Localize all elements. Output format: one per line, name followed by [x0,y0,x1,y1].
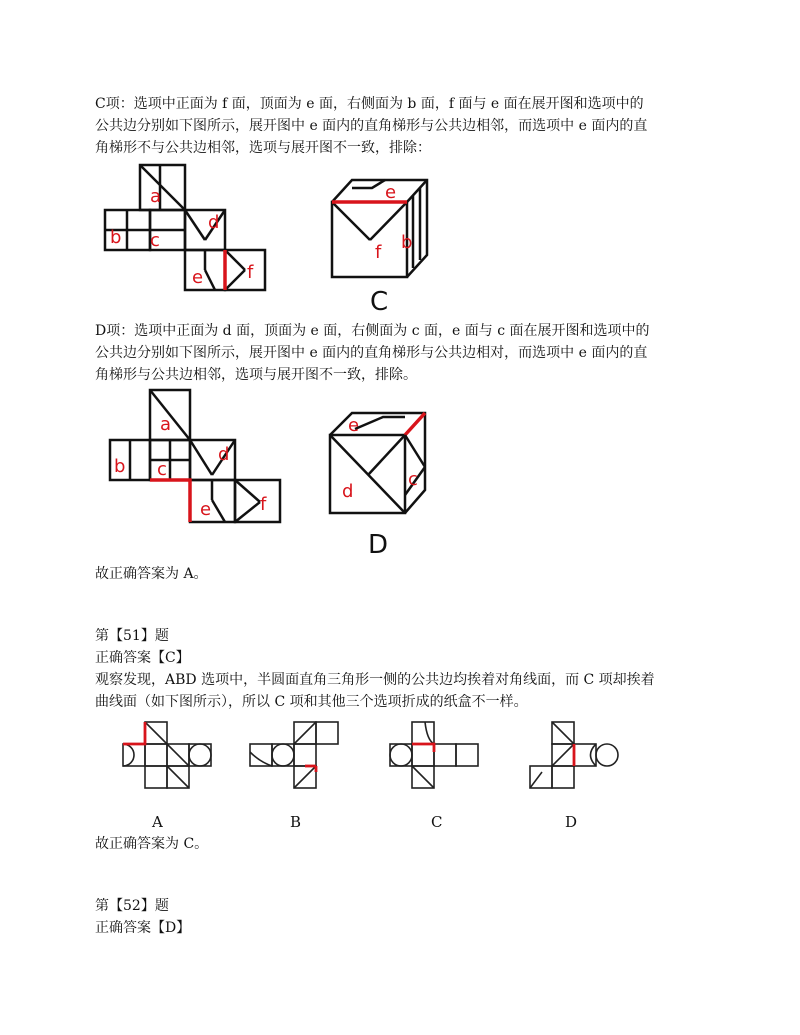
cube-label-c: c [408,469,418,490]
cube-net [110,390,280,522]
option-c-explanation [95,93,710,159]
text-line: 观察发现，ABD 选项中，半圆面直角三角形一侧的公共边均挨着对角线面，而 C 项却挨着 [95,672,655,688]
text-line: 角梯形与公共边相邻，选项与展开图不一致，排除。 [95,367,417,383]
net-label-b: b [110,227,122,248]
option-label-d: D [565,813,578,831]
net-label-d: d [208,212,220,233]
figure-q51-options [95,712,625,834]
correct-answer: 正确答案【C】 [95,650,190,666]
net-label-f: f [260,494,267,515]
question-52 [95,895,710,939]
net-option-c [390,722,478,788]
option-label-a: A [152,813,163,831]
cube-label-e: e [385,182,397,203]
figure-option-c [100,160,440,320]
option-label-c: C [431,813,443,831]
cube-label-f: f [375,242,382,263]
cube-option-d [330,413,425,513]
net-option-a [123,722,211,788]
cube-option-c [332,180,427,277]
question-51 [95,625,710,713]
text-line: 公共边分别如下图所示，展开图中 e 面内的直角梯形与公共边相对，而选项中 e 面内的直 [95,345,648,361]
answer-51 [95,833,710,855]
figure-caption-c: C [370,287,389,317]
net-option-b [250,722,338,788]
answer-50 [95,563,710,585]
option-d-explanation [95,320,710,386]
question-heading: 第【52】题 [95,898,169,914]
cube-label-d: d [342,481,354,502]
question-heading: 第【51】题 [95,628,169,644]
text-line: 角梯形不与公共边相邻，选项与展开图不一致，排除： [95,140,431,156]
net-label-b: b [114,456,126,477]
net-label-c: c [157,459,167,480]
text-line: 故正确答案为 C。 [95,836,209,852]
net-label-d: d [218,444,230,465]
cube-net [105,165,265,290]
text-line: C项：选项中正面为 f 面，顶面为 e 面，右侧面为 b 面，f 面与 e 面在展开图和选项中的 [95,96,644,112]
net-label-a: a [160,414,172,435]
figure-caption-d: D [368,530,389,560]
cube-label-b: b [401,232,413,253]
net-option-d [530,722,618,788]
text-line: 曲线面（如下图所示），所以 C 项和其他三个选项折成的纸盒不一样。 [95,694,528,710]
cube-label-e: e [348,415,360,436]
option-label-b: B [290,813,302,831]
net-label-e: e [200,499,212,520]
text-line: D项：选项中正面为 d 面，顶面为 e 面，右侧面为 c 面，e 面与 c 面在展开图和选项中的 [95,323,650,339]
net-label-c: c [150,230,160,251]
net-label-a: a [150,186,162,207]
text-line: 故正确答案为 A。 [95,566,208,582]
correct-answer: 正确答案【D】 [95,920,191,936]
net-label-e: e [192,267,204,288]
figure-option-d [100,385,440,560]
text-line: 公共边分别如下图所示，展开图中 e 面内的直角梯形与公共边相邻，而选项中 e 面内的直 [95,118,648,134]
net-label-f: f [247,262,254,283]
